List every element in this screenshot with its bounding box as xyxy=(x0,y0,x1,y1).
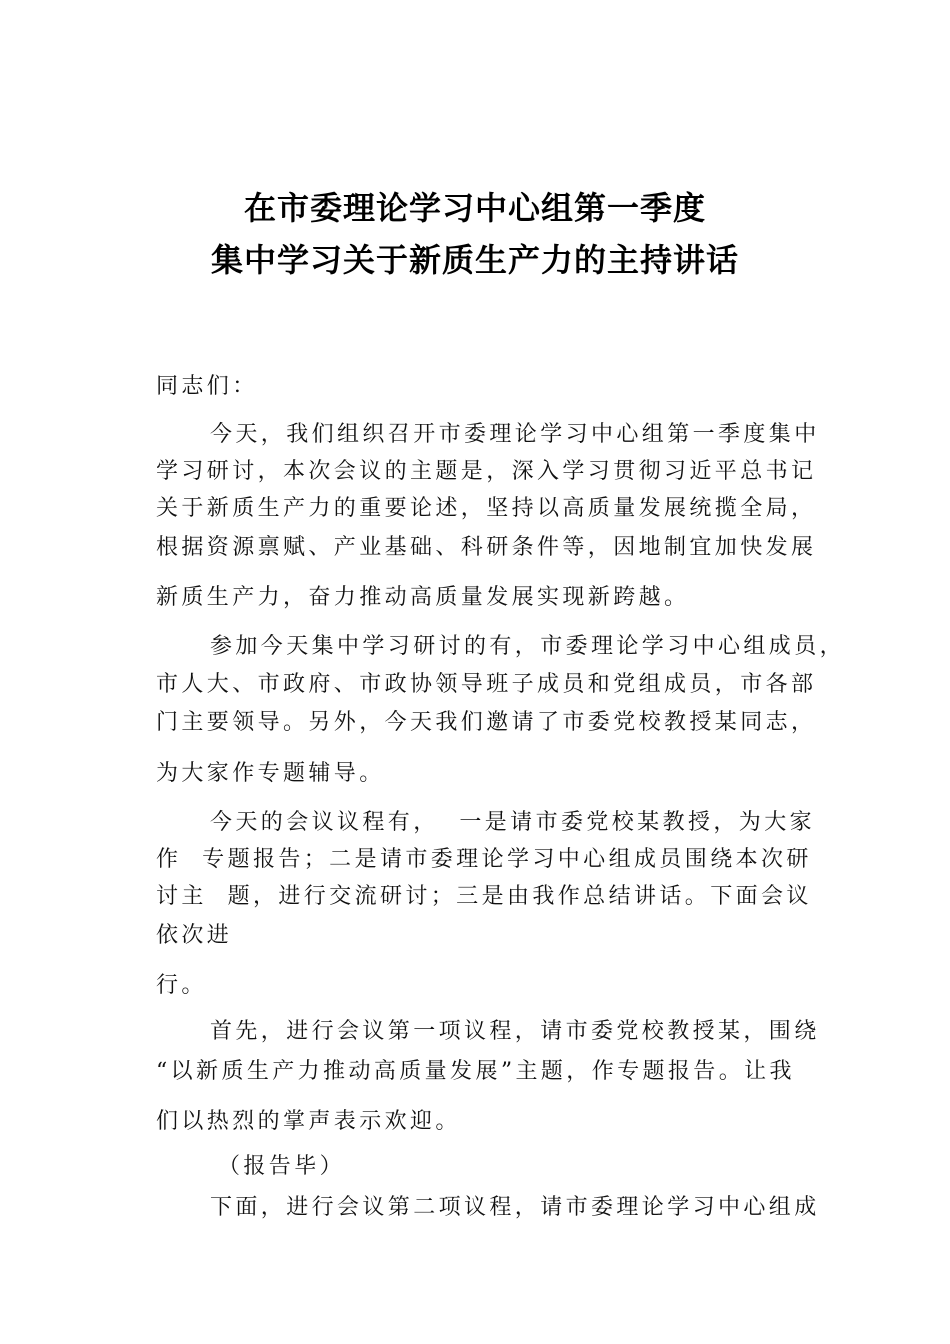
salutation: 同志们： xyxy=(156,374,258,399)
paragraph-4-line: 们以热烈的掌声表示欢迎。 xyxy=(156,1109,461,1134)
paragraph-2-line: 门主要领导。另外，今天我们邀请了市委党校教授某同志， xyxy=(156,710,817,735)
paragraph-4-line: 首先，进行会议第一项议程，请市委党校教授某，围绕 xyxy=(210,1019,820,1044)
document-title-line-1: 在市委理论学习中心组第一季度 xyxy=(243,189,706,227)
paragraph-3-line: 作 专题报告；二是请市委理论学习中心组成员围绕本次研 xyxy=(156,847,812,872)
paragraph-6-line: 下面，进行会议第二项议程，请市委理论学习中心组成 xyxy=(210,1195,820,1220)
paragraph-3-line: 今天的会议议程有， 一是请市委党校某教授，为大家 xyxy=(210,810,815,835)
paragraph-3-line: 讨主 题，进行交流研讨；三是由我作总结讲话。下面会议 xyxy=(156,884,812,909)
paragraph-2-line: 参加今天集中学习研讨的有，市委理论学习中心组成员， xyxy=(210,634,846,659)
paragraph-1-line: 根据资源禀赋、产业基础、科研条件等，因地制宜加快发展 xyxy=(156,535,817,560)
paragraph-2-line: 市人大、市政府、市政协领导班子成员和党组成员，市各部 xyxy=(156,672,817,697)
paragraph-3-line: 依次进 xyxy=(156,923,233,948)
paragraph-5-line: （报告毕） xyxy=(218,1154,346,1179)
document-title-line-2: 集中学习关于新质生产力的主持讲话 xyxy=(210,241,739,279)
paragraph-4-line: “以新质生产力推动高质量发展”主题，作专题报告。让我 xyxy=(156,1059,795,1084)
paragraph-1-line: 今天，我们组织召开市委理论学习中心组第一季度集中 xyxy=(210,422,820,447)
paragraph-1-line: 学习研讨，本次会议的主题是，深入学习贯彻习近平总书记 xyxy=(156,459,817,484)
paragraph-2-line: 为大家作专题辅导。 xyxy=(156,761,385,786)
paragraph-1-line: 关于新质生产力的重要论述，坚持以高质量发展统揽全局， xyxy=(156,496,817,521)
paragraph-3-line: 行。 xyxy=(156,973,207,998)
paragraph-1-line: 新质生产力，奋力推动高质量发展实现新跨越。 xyxy=(156,585,690,610)
